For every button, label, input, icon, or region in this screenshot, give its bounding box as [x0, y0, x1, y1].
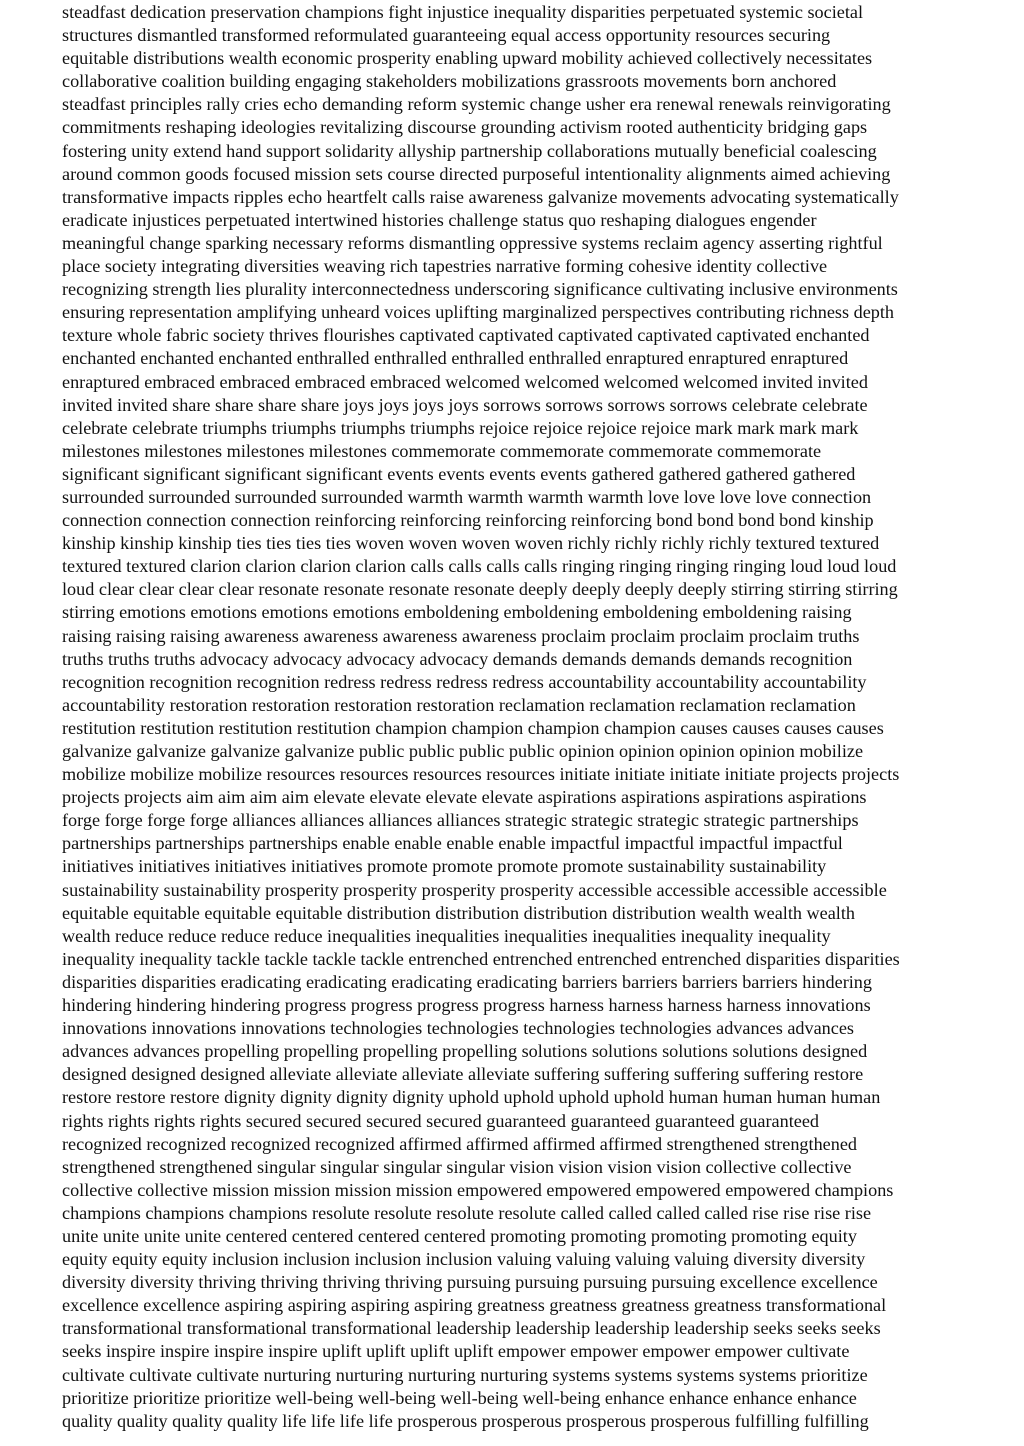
text-line: seeks inspire inspire inspire inspire uplift uplift uplift uplift empower empower empower empower cultivate	[62, 1341, 850, 1362]
text-line: restitution restitution restitution restitution champion champion champion champion causes causes causes causes	[62, 717, 884, 738]
text-line: transformative impacts ripples echo heartfelt calls raise awareness galvanize movements advocating systematically	[62, 186, 899, 207]
text-line: forge forge forge forge alliances alliances alliances alliances strategic strategic strategic strategic partnerships	[62, 810, 859, 831]
text-line: textured textured clarion clarion clarion clarion calls calls calls calls ringing ringing ringing ringing loud loud loud	[62, 556, 897, 577]
text-line: excellence excellence aspiring aspiring aspiring aspiring greatness greatness greatness greatness transformational	[62, 1295, 887, 1316]
text-line: ensuring representation amplifying unheard voices uplifting marginalized perspectives contributing richness depth	[62, 302, 895, 323]
text-line: loud clear clear clear clear resonate resonate resonate resonate deeply deeply deeply deeply stirring stirring stirring	[62, 579, 898, 600]
text-line: cultivate cultivate cultivate nurturing nurturing nurturing nurturing systems systems systems systems prioritize	[62, 1364, 868, 1385]
text-line: diversity diversity thriving thriving thriving thriving pursuing pursuing pursuing pursuing excellence excellence	[62, 1272, 878, 1293]
text-line: restore restore restore dignity dignity dignity dignity uphold uphold uphold uphold human human human human	[62, 1087, 881, 1108]
text-line: sustainability sustainability prosperity prosperity prosperity prosperity accessible accessible accessible accessible	[62, 879, 887, 900]
text-line: recognizing strength lies plurality interconnectedness underscoring significance cultivating inclusive environments	[62, 279, 898, 300]
text-line: transformational transformational transformational leadership leadership leadership leadership seeks seeks seeks	[62, 1318, 881, 1339]
text-line: quality quality quality quality life life life life prosperous prosperous prosperous prosperous fulfilling fulfilling	[62, 1410, 869, 1431]
text-line: equitable equitable equitable equitable distribution distribution distribution distribution wealth wealth wealth	[62, 902, 856, 923]
text-line: galvanize galvanize galvanize galvanize public public public public opinion opinion opinion opinion mobilize	[62, 741, 864, 761]
text-line: enchanted enchanted enchanted enthralled enthralled enthralled enthralled enraptured enraptured enraptured	[62, 348, 849, 369]
text-line: place society integrating diversities weaving rich tapestries narrative forming cohesive identity collective	[62, 256, 828, 277]
text-line: stirring emotions emotions emotions emotions emboldening emboldening emboldening emboldening raising	[62, 602, 852, 623]
text-line: wealth reduce reduce reduce reduce inequalities inequalities inequalities inequalities inequality inequality	[62, 925, 831, 946]
text-line: unite unite unite unite centered centered centered centered promoting promoting promoting promoting equity	[62, 1225, 857, 1246]
text-line: equity equity equity inclusion inclusion inclusion inclusion valuing valuing valuing valuing diversity diversity	[62, 1249, 866, 1270]
text-line: surrounded surrounded surrounded surrounded warmth warmth warmth warmth love love love love connection	[62, 486, 872, 507]
body-text	[62, 1, 1014, 1433]
text-line: kinship kinship kinship ties ties ties ties woven woven woven woven richly richly richly richly textured textured	[62, 533, 880, 554]
text-line: initiatives initiatives initiatives initiatives promote promote promote promote sustainability sustainability	[62, 856, 827, 877]
text-line: significant significant significant significant events events events events gathered gathered gathered gathered	[62, 463, 856, 484]
text-line: rights rights rights rights secured secured secured secured guaranteed guaranteed guaranteed guaranteed	[62, 1110, 819, 1131]
text-line: invited invited share share share share joys joys joys joys sorrows sorrows sorrows sorrows celebrate celebrate	[62, 394, 868, 415]
text-line: champions champions champions resolute resolute resolute resolute called called called called rise rise rise rise	[62, 1202, 872, 1223]
text-line: inequality inequality tackle tackle tackle tackle entrenched entrenched entrenched entrenched disparities disparities	[62, 948, 900, 969]
text-line: enraptured embraced embraced embraced embraced welcomed welcomed welcomed welcomed invited invited	[62, 371, 868, 392]
text-line: recognition recognition recognition redress redress redress redress accountability accountability accountability	[62, 671, 867, 692]
text-line: advances advances propelling propelling propelling propelling solutions solutions solutions solutions designed	[62, 1041, 868, 1062]
text-line: raising raising raising awareness awareness awareness awareness proclaim proclaim proclaim proclaim truths	[62, 625, 860, 646]
text-line: commitments reshaping ideologies revitalizing discourse grounding activism rooted authenticity bridging gaps	[62, 117, 868, 138]
text-line: steadfast dedication preservation champions fight injustice inequality disparities perpetuated systemic societal	[62, 2, 864, 22]
text-line: innovations innovations innovations technologies technologies technologies technologies advances advances	[62, 1018, 854, 1039]
text-line: truths truths truths advocacy advocacy advocacy advocacy demands demands demands demands recognition	[62, 648, 853, 669]
text-line: fostering unity extend hand support solidarity allyship partnership collaborations mutually beneficial coalescing	[62, 140, 877, 161]
text-line: projects projects aim aim aim aim elevate elevate elevate elevate aspirations aspirations aspirations aspirations	[62, 787, 867, 808]
text-line: accountability restoration restoration restoration restoration reclamation reclamation reclamation reclamation	[62, 694, 856, 715]
text-line: collective collective mission mission mission mission empowered empowered empowered empowered champions	[62, 1179, 894, 1200]
text-line: hindering hindering hindering progress progress progress progress harness harness harness harness innovations	[62, 995, 871, 1016]
text-line: partnerships partnerships partnerships enable enable enable enable impactful impactful impactful impactful	[62, 833, 843, 854]
text-line: mobilize mobilize mobilize resources resources resources resources initiate initiate initiate initiate projects projects	[62, 764, 900, 785]
text-line: disparities disparities eradicating eradicating eradicating eradicating barriers barriers barriers barriers hindering	[62, 971, 872, 992]
text-line: collaborative coalition building engaging stakeholders mobilizations grassroots movements born anchored	[62, 71, 837, 92]
text-line: strengthened strengthened singular singular singular singular vision vision vision vision collective collective	[62, 1156, 852, 1177]
text-line: texture whole fabric society thrives flourishes captivated captivated captivated captivated captivated enchanted	[62, 325, 870, 346]
text-line: steadfast principles rally cries echo demanding reform systemic change usher era renewal renewals reinvigorating	[62, 94, 891, 115]
text-line: prioritize prioritize prioritize well-being well-being well-being well-being enhance enhance enhance enhance	[62, 1387, 857, 1408]
text-line: designed designed designed alleviate alleviate alleviate alleviate suffering suffering suffering suffering restore	[62, 1064, 864, 1085]
text-line: recognized recognized recognized recognized affirmed affirmed affirmed affirmed strengthened strengthened	[62, 1133, 857, 1154]
text-line: connection connection connection reinforcing reinforcing reinforcing reinforcing bond bond bond bond kinship	[62, 510, 874, 531]
text-line: milestones milestones milestones milestones commemorate commemorate commemorate commemorate	[62, 440, 822, 461]
text-line: equitable distributions wealth economic prosperity enabling upward mobility achieved collectively necessitates	[62, 48, 873, 69]
text-line: structures dismantled transformed reformulated guaranteeing equal access opportunity resources securing	[62, 25, 831, 46]
text-line: eradicate injustices perpetuated intertwined histories challenge status quo reshaping dialogues engender	[62, 209, 817, 230]
text-line: around common goods focused mission sets course directed purposeful intentionality alignments aimed achieving	[62, 163, 891, 184]
text-line: meaningful change sparking necessary reforms dismantling oppressive systems reclaim agency asserting rightful	[62, 232, 883, 253]
text-line: celebrate celebrate triumphs triumphs triumphs triumphs rejoice rejoice rejoice rejoice mark mark mark mark	[62, 417, 859, 438]
